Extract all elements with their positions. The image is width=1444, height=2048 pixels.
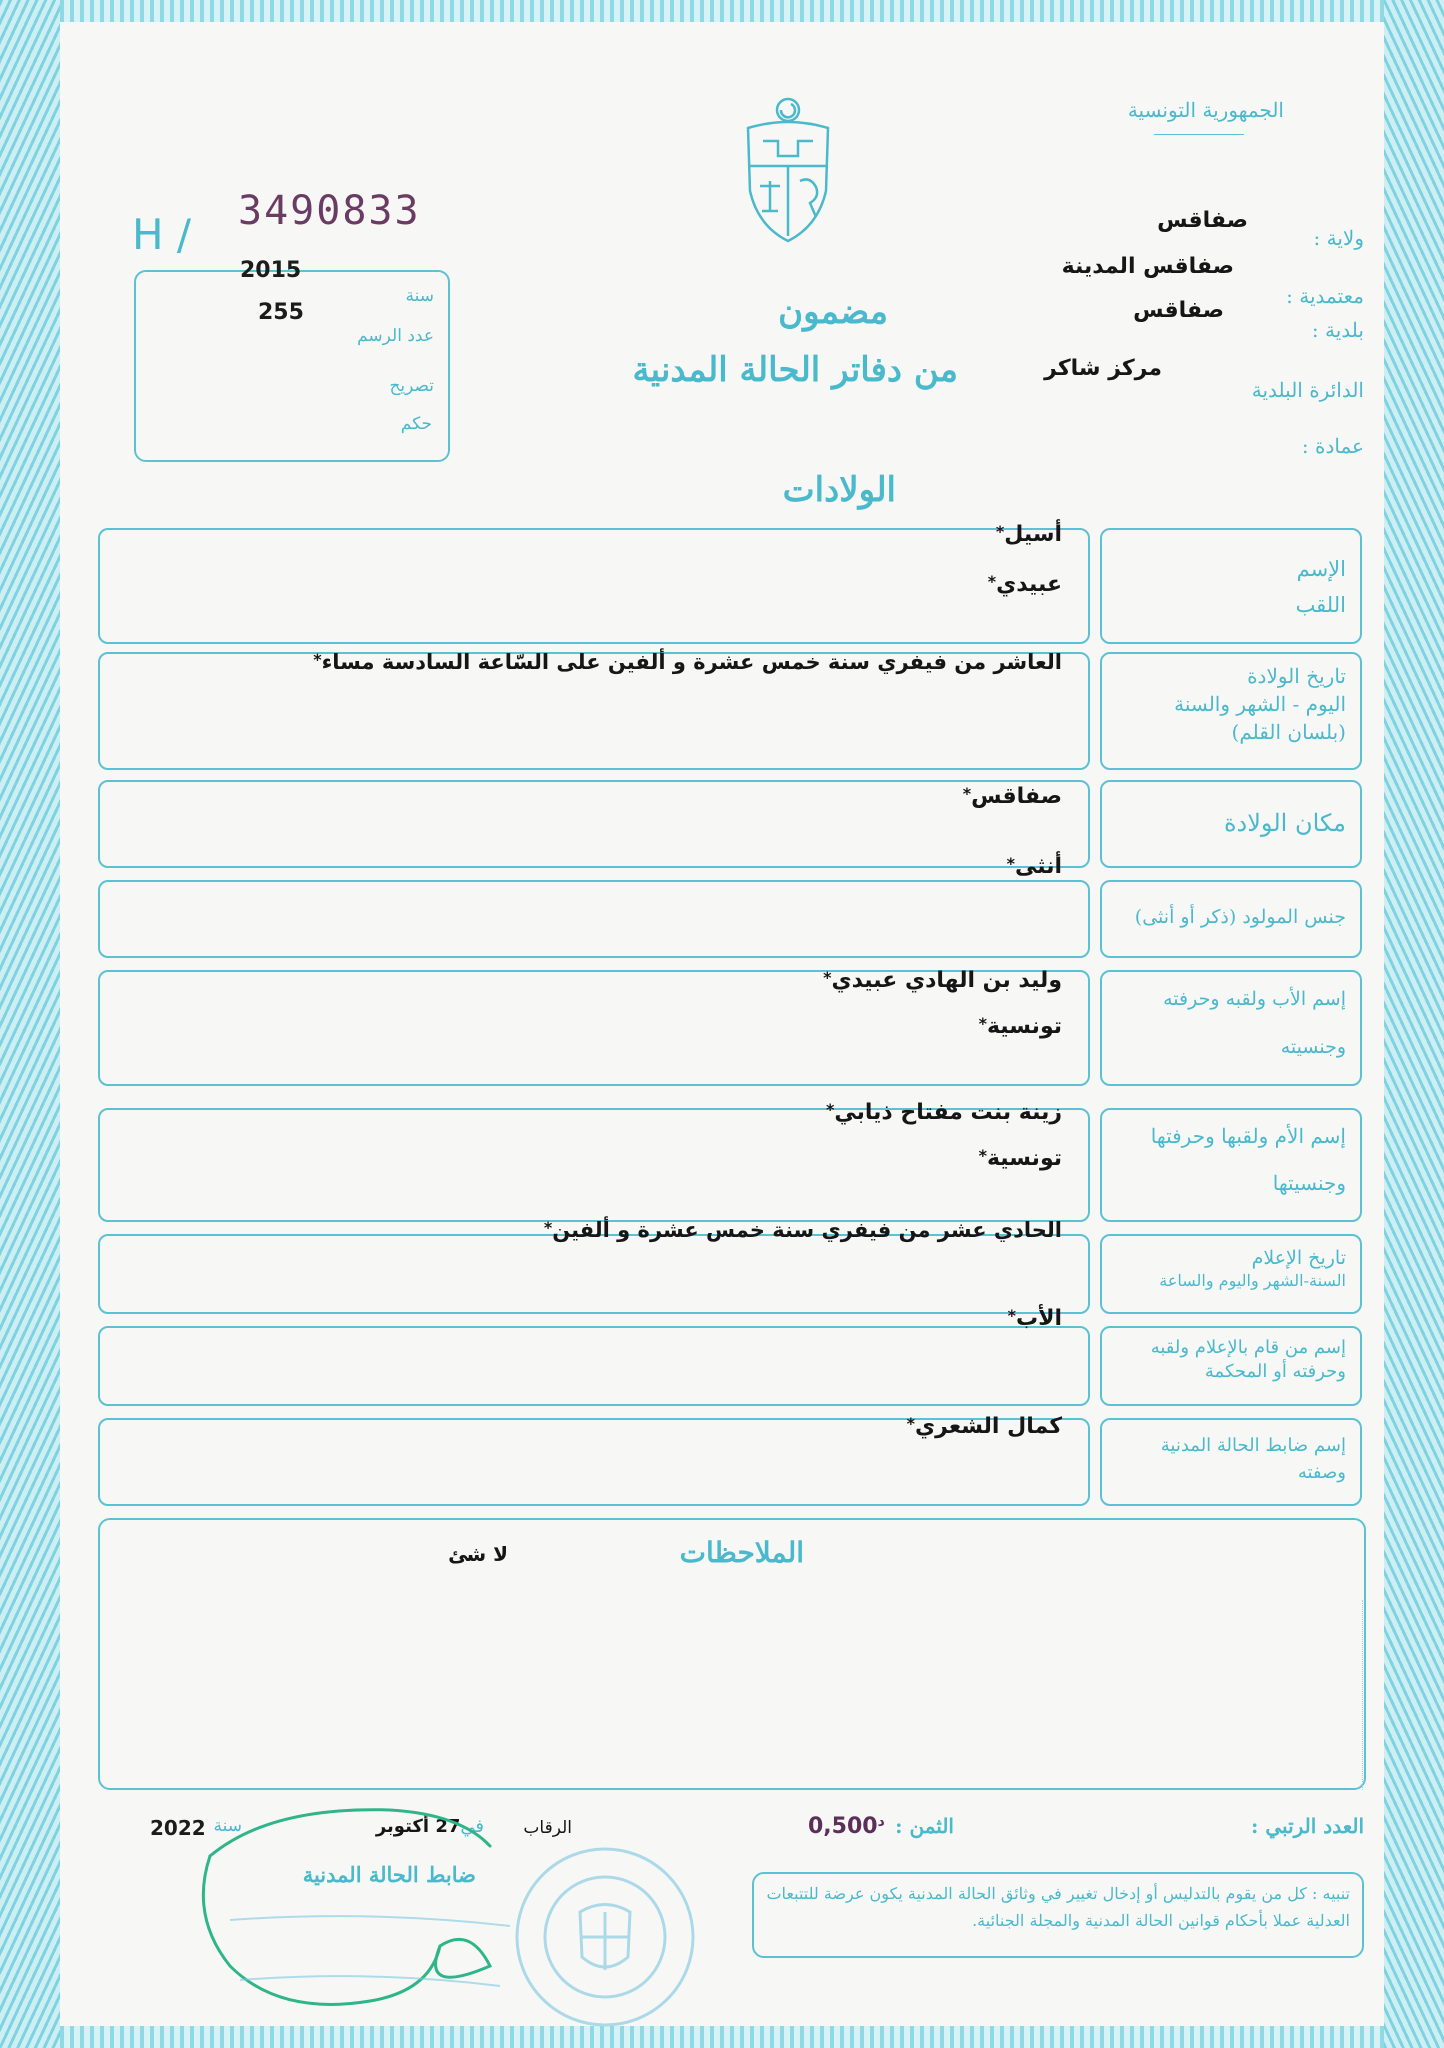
mother-label-box <box>1100 1108 1362 1222</box>
warning-text: تنبيه : كل من يقوم بالتدليس أو إدخال تغيير في وثائق الحالة المدنية يكون عرضة للتتبعات العدلية عملا بأحكام قوانين الحالة المدنية والمجلة الجنائية. <box>766 1884 1350 1931</box>
imada-label: عمادة : <box>1301 434 1364 458</box>
father-label-2: وجنسيته <box>1280 1035 1346 1058</box>
officer-value: كمال الشعري* <box>906 1414 1062 1439</box>
decl-date-value: الحادي عشر من فيفري سنة خمس عشرة و ألفين* <box>543 1218 1062 1242</box>
municipality-label: بلدية : <box>1311 318 1364 342</box>
serial-number: 3490833 <box>238 188 421 234</box>
decl-date-label-2: السنة-الشهر واليوم والساعة <box>1159 1270 1346 1290</box>
decorative-border-left <box>0 0 60 2048</box>
footer-place: الرقاب <box>523 1818 572 1838</box>
judgment-label: حكم <box>400 414 432 434</box>
dob-label-box <box>1100 652 1362 770</box>
declarant-value: الأب* <box>1007 1306 1062 1331</box>
father-nationality-value: تونسية* <box>978 1014 1062 1039</box>
sex-text: أنثى <box>1014 854 1062 879</box>
mother-name-value: زينة بنت مفتاح ذيابي* <box>825 1100 1062 1125</box>
sex-value-box <box>98 880 1090 958</box>
pob-value-box <box>98 780 1090 868</box>
dob-label-2: اليوم - الشهر والسنة <box>1174 692 1346 716</box>
date-value: 27 أكتوبر <box>375 1816 461 1837</box>
coat-of-arms-icon <box>738 96 838 246</box>
name-label: الإسم <box>1296 557 1346 581</box>
pob-value: صفاقس* <box>962 784 1062 809</box>
decl-date-label-1: تاريخ الإعلام <box>1251 1247 1346 1269</box>
declarant-label-1: إسم من قام بالإعلام ولقبه <box>1150 1337 1346 1358</box>
sex-value: أنثى* <box>1006 854 1062 879</box>
name-value-box <box>98 528 1090 644</box>
first-name-text: أسيل <box>1004 522 1062 547</box>
footer-price-label: الثمن : <box>895 1814 954 1838</box>
footer-year-label: سنة <box>213 1816 242 1836</box>
stamp-signature-lines <box>220 1900 520 2020</box>
record-number-label: عدد الرسم <box>357 326 434 346</box>
father-name-value: وليد بن الهادي عبيدي* <box>823 968 1062 993</box>
year-label: سنة <box>405 286 434 306</box>
declarant-text: الأب <box>1015 1306 1062 1331</box>
name-label-box <box>1100 528 1362 644</box>
wilaya-value: صفاقس <box>1157 208 1248 233</box>
record-number-value: 255 <box>258 300 304 325</box>
decl-date-label-box <box>1100 1234 1362 1314</box>
side-print-mark <box>1362 1600 1377 1790</box>
decorative-border-top <box>0 0 1444 22</box>
remarks-label: الملاحظات <box>679 1536 804 1569</box>
mother-name-text: زينة بنت مفتاح ذيابي <box>834 1100 1062 1125</box>
remarks-value: لا شئ <box>448 1542 508 1566</box>
decorative-border-bottom <box>0 2026 1444 2048</box>
district-label: الدائرة البلدية <box>1251 378 1364 402</box>
mother-label-1: إسم الأم ولقبها وحرفتها <box>1150 1124 1346 1148</box>
declaration-label: تصريح <box>389 376 434 396</box>
dob-value: العاشر من فيفري سنة خمس عشرة و ألفين على السّاعة السادسة مساء* <box>313 650 1062 674</box>
surname-value: عبيدي* <box>987 572 1062 597</box>
municipality-value: صفاقس <box>1133 298 1224 323</box>
sex-label: جنس المولود (ذكر أو أنثى) <box>1100 880 1362 958</box>
dob-text: العاشر من فيفري سنة خمس عشرة و ألفين على السّاعة السادسة مساء <box>321 650 1062 674</box>
price-unit: د <box>877 1814 885 1830</box>
district-value: مركز شاكر <box>1044 356 1162 381</box>
first-name-value: أسيل* <box>995 522 1062 547</box>
official-stamp-icon <box>510 1842 700 2032</box>
year-value: 2015 <box>240 258 302 283</box>
mother-nationality-text: تونسية <box>986 1146 1062 1171</box>
delegation-label: معتمدية : <box>1286 284 1364 308</box>
serial-prefix: H / <box>132 210 192 259</box>
dob-label-3: (بلسان القلم) <box>1231 720 1346 744</box>
father-nationality-text: تونسية <box>986 1014 1062 1039</box>
wilaya-label: ولاية : <box>1313 226 1364 250</box>
footer-year-value: 2022 <box>150 1816 206 1840</box>
father-label-box <box>1100 970 1362 1086</box>
father-label-1: إسم الأب ولقبه وحرفته <box>1163 988 1346 1010</box>
title-line-1: مضمون <box>778 292 888 332</box>
decorative-border-right <box>1384 0 1444 2048</box>
decl-date-value-box <box>98 1234 1090 1314</box>
pob-label: مكان الولادة <box>1100 780 1362 868</box>
dob-label-1: تاريخ الولادة <box>1247 664 1346 688</box>
mother-label-2: وجنسيتها <box>1272 1171 1346 1195</box>
declarant-value-box <box>98 1326 1090 1406</box>
pob-text: صفاقس <box>971 784 1062 809</box>
declarant-label-2: وحرفته أو المحكمة <box>1204 1361 1346 1383</box>
father-name-text: وليد بن الهادي عبيدي <box>831 968 1062 993</box>
republic-label: الجمهورية التونسية <box>1127 98 1284 122</box>
delegation-value: صفاقس المدينة <box>1061 254 1234 279</box>
price-value-text: 0,500 <box>808 1814 878 1839</box>
republic-underline <box>1154 134 1244 135</box>
surname-label: اللقب <box>1295 593 1346 618</box>
footer-officer-title: ضابط الحالة المدنية <box>302 1862 476 1887</box>
officer-label-box <box>1100 1418 1362 1506</box>
mother-value-box <box>98 1108 1090 1222</box>
officer-label-1: إسم ضابط الحالة المدنية <box>1160 1435 1346 1456</box>
mother-nationality-value: تونسية* <box>978 1146 1062 1171</box>
footer-price-value <box>808 1814 885 1839</box>
decl-date-text: الحادي عشر من فيفري سنة خمس عشرة و ألفين <box>552 1218 1062 1242</box>
section-title: الولادات <box>782 470 896 510</box>
officer-label-2: وصفته <box>1297 1462 1346 1483</box>
officer-text: كمال الشعري <box>914 1414 1062 1439</box>
declarant-label-box <box>1100 1326 1362 1406</box>
surname-text: عبيدي <box>996 572 1062 597</box>
date-prefix: في <box>460 1816 484 1837</box>
title-line-2: من دفاتر الحالة المدنية <box>632 350 958 390</box>
footer-serial-label: العدد الرتبي : <box>1251 1814 1364 1838</box>
